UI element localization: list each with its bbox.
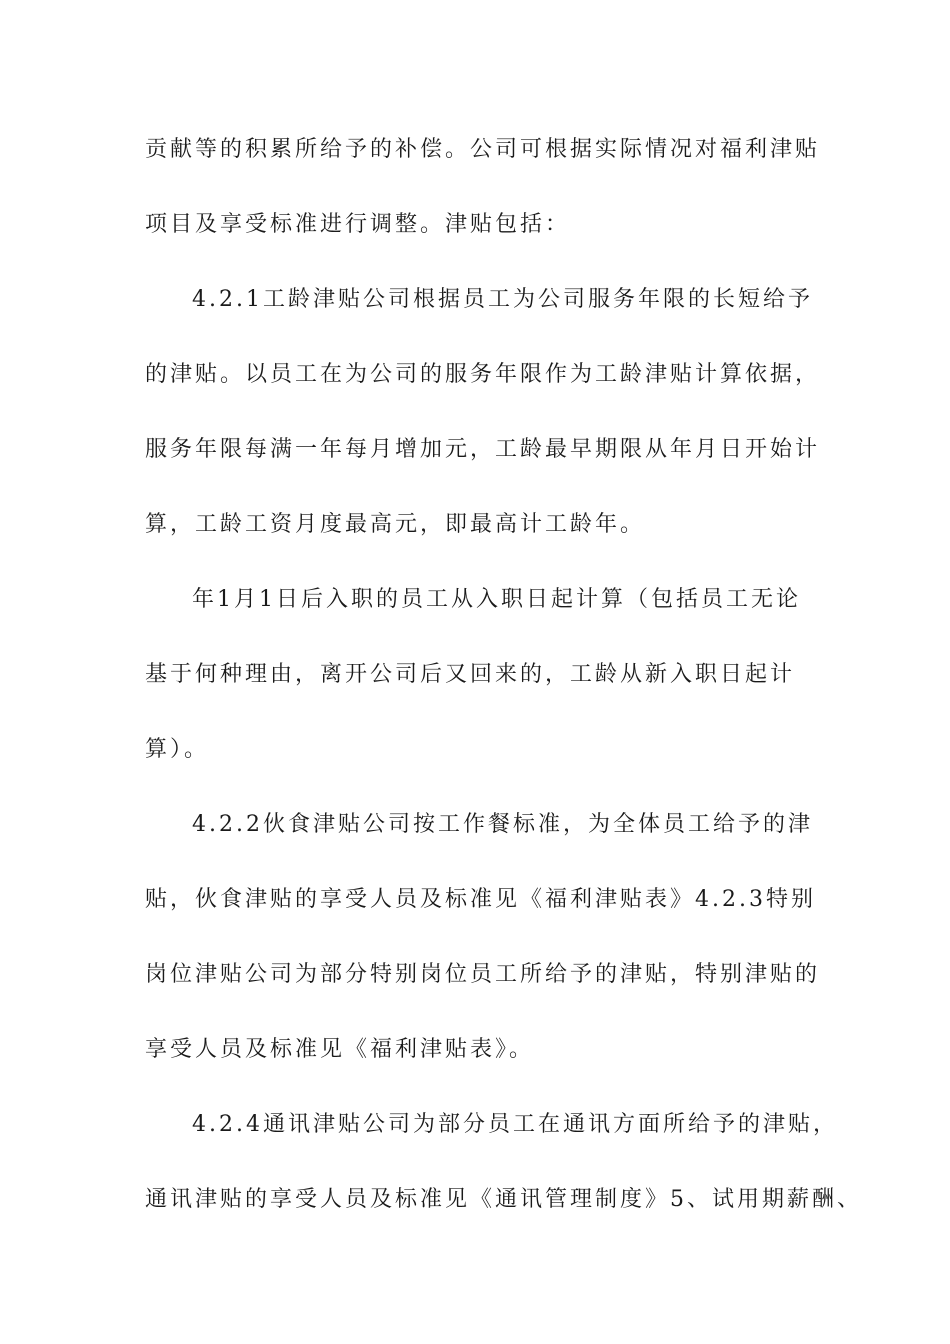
text-line: 算）。 — [145, 737, 210, 762]
text-line: 享受人员及标准见《福利津贴表》。 — [145, 1037, 535, 1062]
text-line: 通讯津贴的享受人员及标准见《通讯管理制度》5、试用期薪酬、 — [145, 1187, 862, 1212]
text-line: 岗位津贴公司为部分特别岗位员工所给予的津贴，特别津贴的 — [145, 962, 821, 987]
text-line: 服务年限每满一年每月增加元，工龄最早期限从年月日开始计 — [145, 437, 821, 462]
paragraph-start-line: 4.2.4通讯津贴公司为部分员工在通讯方面所给予的津贴， — [192, 1112, 838, 1137]
paragraph-start-line: 年1月1日后入职的员工从入职日起计算（包括员工无论 — [192, 587, 801, 612]
text-line: 基于何种理由，离开公司后又回来的，工龄从新入职日起计 — [145, 662, 796, 687]
text-line: 的津贴。以员工在为公司的服务年限作为工龄津贴计算依据， — [145, 362, 821, 387]
text-line: 贡献等的积累所给予的补偿。公司可根据实际情况对福利津贴 — [145, 137, 821, 162]
paragraph-start-line: 4.2.2伙食津贴公司按工作餐标准，为全体员工给予的津 — [192, 812, 813, 837]
text-line: 算，工龄工资月度最高元，即最高计工龄年。 — [145, 512, 646, 537]
text-line: 项目及享受标准进行调整。津贴包括： — [145, 212, 571, 237]
text-line: 贴，伙食津贴的享受人员及标准见《福利津贴表》4.2.3特别 — [145, 887, 816, 912]
paragraph-start-line: 4.2.1工龄津贴公司根据员工为公司服务年限的长短给予 — [192, 287, 813, 312]
